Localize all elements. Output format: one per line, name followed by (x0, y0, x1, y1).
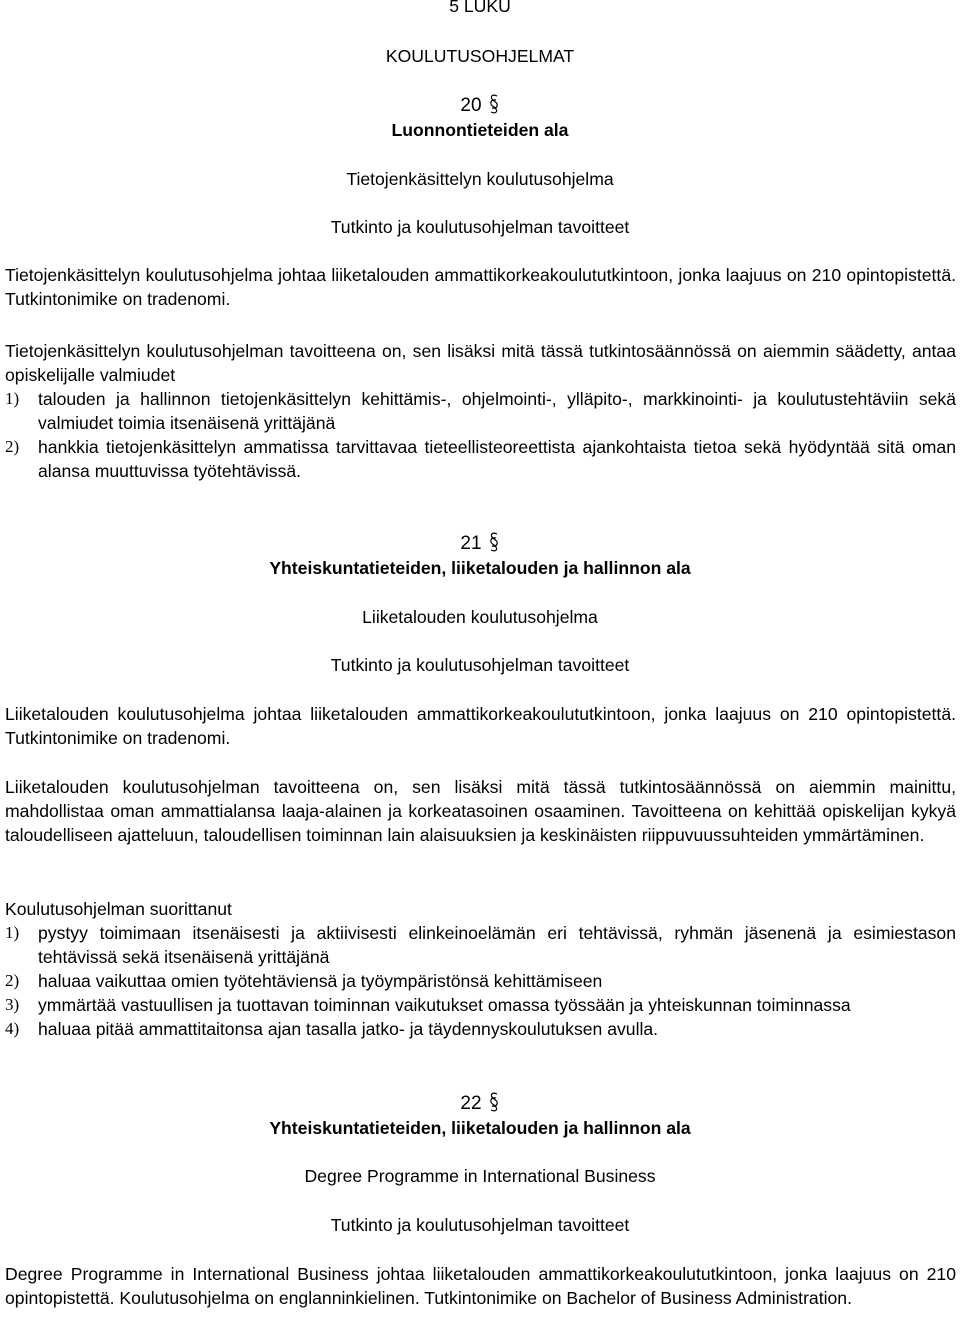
section-20-paragraph-1: Tietojenkäsittelyn koulutusohjelma johtaa liiketalouden ammattikorkeakoulututkintoon, jonka laajuus on 210 opintopistettä. Tutkintonimike on tradenomi. (5, 265, 956, 309)
list-item (5, 1017, 956, 1041)
section-21-paragraph-2: Liiketalouden koulutusohjelman tavoitteena on, sen lisäksi mitä tässä tutkintosäännössä on aiemmin mainittu, mahdollistaa oman ammattialansa laaja-alainen ja korkeatasoinen osaaminen. Tavoitteena on kehittää opiskelijan kykyä taloudelliseen ajatteluun, taloudellisen toiminnan lain alaisuuksien ja keskinäisten riippuvuussuhteiden ymmärtäminen. (5, 777, 956, 845)
list-item-number: 1) (5, 923, 20, 942)
document-title: KOULUTUSOHJELMAT (385, 46, 575, 66)
section-22-programme: Degree Programme in International Business (304, 1166, 656, 1186)
section-20-subheading: Tutkinto ja koulutusohjelman tavoitteet (330, 217, 630, 237)
section-21-paragraph-1: Liiketalouden koulutusohjelma johtaa liiketalouden ammattikorkeakoulututkintoon, jonka laajuus on 210 opintopistettä. Tutkintonimike on tradenomi. (5, 704, 956, 748)
chapter-heading: 5 LUKU (449, 0, 511, 16)
section-21-programme: Liiketalouden koulutusohjelma (362, 607, 598, 627)
list-item (5, 435, 956, 483)
section-22-subheading: Tutkinto ja koulutusohjelman tavoitteet (330, 1215, 630, 1235)
section-22-number (0, 1092, 960, 1116)
list-item-text: ymmärtää vastuullisen ja tuottavan toiminnan vaikutukset omassa työssään ja yhteiskunnan toiminnassa (38, 995, 851, 1015)
section-number: 21 (460, 533, 482, 554)
section-number: 22 (460, 1093, 482, 1114)
section-22-paragraph-1: Degree Programme in International Business johtaa liiketalouden ammattikorkeakoulututkintoon, jonka laajuus on 210 opintopistettä. Koulutusohjelma on englanninkielinen. Tutkintonimike on Bachelor of Business Administration. (5, 1264, 956, 1308)
list-item-text: haluaa vaikuttaa omien työtehtäviensä ja työympäristönsä kehittämiseen (38, 971, 603, 991)
section-21-list (5, 921, 956, 1041)
section-20-field: Luonnontieteiden ala (391, 120, 569, 140)
section-sign-icon (488, 94, 500, 114)
section-20-paragraph-2: Tietojenkäsittelyn koulutusohjelman tavoitteena on, sen lisäksi mitä tässä tutkintosäännössä on aiemmin säädetty, antaa opiskelijalle valmiudet (5, 341, 956, 385)
section-22-field: Yhteiskuntatieteiden, liiketalouden ja hallinnon ala (269, 1118, 691, 1138)
list-item-text: pystyy toimimaan itsenäisesti ja aktiivisesti elinkeinoelämän eri tehtävissä, ryhmän jäsenenä ja esimiestason tehtävissä sekä itsenäisenä yrittäjänä (38, 923, 956, 967)
section-sign-icon (488, 532, 500, 552)
list-item-number: 4) (5, 1019, 20, 1038)
section-sign-icon (488, 1092, 500, 1112)
section-21-subheading: Tutkinto ja koulutusohjelman tavoitteet (330, 655, 630, 675)
list-item (5, 387, 956, 435)
list-item-number: 3) (5, 995, 20, 1014)
list-item (5, 921, 956, 969)
list-item-number: 2) (5, 437, 20, 456)
list-item (5, 993, 956, 1017)
list-item-text: talouden ja hallinnon tietojenkäsittelyn kehittämis-, ohjelmointi-, ylläpito-, markkinointi- ja koulutustehtäviin sekä valmiudet toimia itsenäisenä yrittäjänä (38, 389, 956, 433)
section-21-field: Yhteiskuntatieteiden, liiketalouden ja hallinnon ala (269, 558, 691, 578)
section-21-number (0, 532, 960, 556)
section-21-list-intro: Koulutusohjelman suorittanut (5, 899, 232, 919)
section-20-number (0, 94, 960, 118)
list-item-text: hankkia tietojenkäsittelyn ammatissa tarvittavaa tieteellisteoreettista ajankohtaista tietoa sekä hyödyntää sitä oman alansa muuttuvissa työtehtävissä. (38, 437, 956, 481)
list-item-text: haluaa pitää ammattitaitonsa ajan tasalla jatko- ja täydennyskoulutuksen avulla. (38, 1019, 659, 1039)
section-number: 20 (460, 95, 482, 116)
list-item-number: 2) (5, 971, 20, 990)
section-20-list (5, 387, 956, 483)
list-item (5, 969, 956, 993)
list-item-number: 1) (5, 389, 20, 408)
section-20-programme: Tietojenkäsittelyn koulutusohjelma (346, 169, 614, 189)
